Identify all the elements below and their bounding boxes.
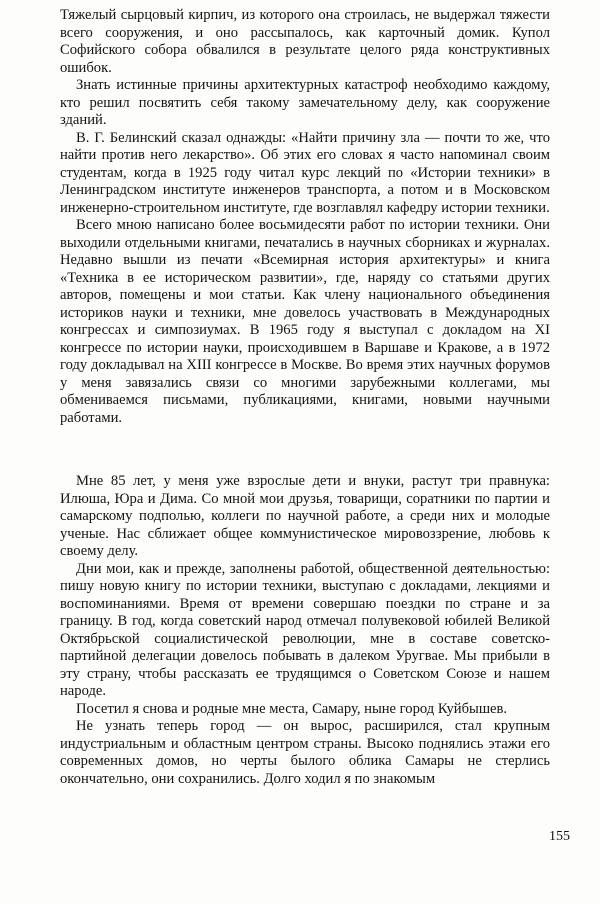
paragraph-3: В. Г. Белинский сказал однажды: «Найти причину зла — почти то же, что найти против него лекарство». Об этих его словах я часто напоминал своим студентам, когда в 1925 году читал курс лекций по «Истории техники» в Ленинградском институте инженеров транспорта, а потом и в Московском инженерно-строительном институте, где возглавлял кафедру истории техники.: [60, 129, 550, 216]
section-break: [60, 427, 550, 473]
body-text: [60, 7, 550, 788]
paragraph-7: Посетил я снова и родные мне места, Самару, ныне город Куйбышев.: [76, 700, 508, 717]
page-number: 155: [549, 829, 570, 844]
paragraph-2: Знать истинные причины архитектурных катастроф необходимо каждому, кто решил посвятить себя такому замечательному делу, как сооружение зданий.: [60, 77, 550, 128]
paragraph-8: Не узнать теперь город — он вырос, расширился, стал крупным индустриальным и областным центром страны. Высоко поднялись этажи его современных домов, но черты былого облика Самары не стерлись окончательно, они сохранились. Долго ходил я по знакомым: [60, 718, 550, 787]
paragraph-1: Тяжелый сырцовый кирпич, из которого она строилась, не выдержал тяжести всего сооружения, и оно рассыпалось, как карточный домик. Купол Софийского собора обвалился в результате целого ряда конструктивных ошибок.: [60, 7, 550, 76]
paragraph-5: Мне 85 лет, у меня уже взрослые дети и внуки, растут три правнука: Илюша, Юра и Дима. Со мной мои друзья, товарищи, соратники по партии и самарскому подполью, коллеги по научной работе, а среди них и молодые ученые. Нас сближает общее коммунистическое мировоззрение, любовь к своему делу.: [60, 473, 550, 559]
paragraph-4: Всего мною написано более восьмидесяти работ по истории техники. Они выходили отдельными книгами, печатались в научных сборниках и журналах. Недавно вышли из печати «Всемирная история архитектуры» и книга «Техника в ее историческом развитии», где, наряду со статьями других авторов, помещены и мои статьи. Как члену национального объединения историков науки и техники, мне довелось участвовать в Международных конгрессах и симпозиумах. В 1965 году я выступал с докладом на XI конгрессе по истории науки, происходившем в Варшаве и Кракове, а в 1972 году докладывал на XIII конгрессе в Москве. Во время этих научных форумов у меня завязались связи со многими зарубежными коллегами, мы обмениваемся письмами, публикациями, книгами, новыми научными работами.: [60, 217, 550, 426]
paragraph-6: Дни мои, как и прежде, заполнены работой, общественной деятельностью: пишу новую книгу по истории техники, выступаю с докладами, лекциями и воспоминаниями. Время от времени совершаю поездки по стране и за границу. В год, когда советский народ отмечал полувековой юбилей Великой Октябрьской социалистической революции, мне в составе советско-партийной делегации довелось побывать в далеком Уругвае. Мы прибыли в эту страну, чтобы рассказать ее трудящимся о Советском Союзе и нашем народе.: [60, 560, 550, 699]
